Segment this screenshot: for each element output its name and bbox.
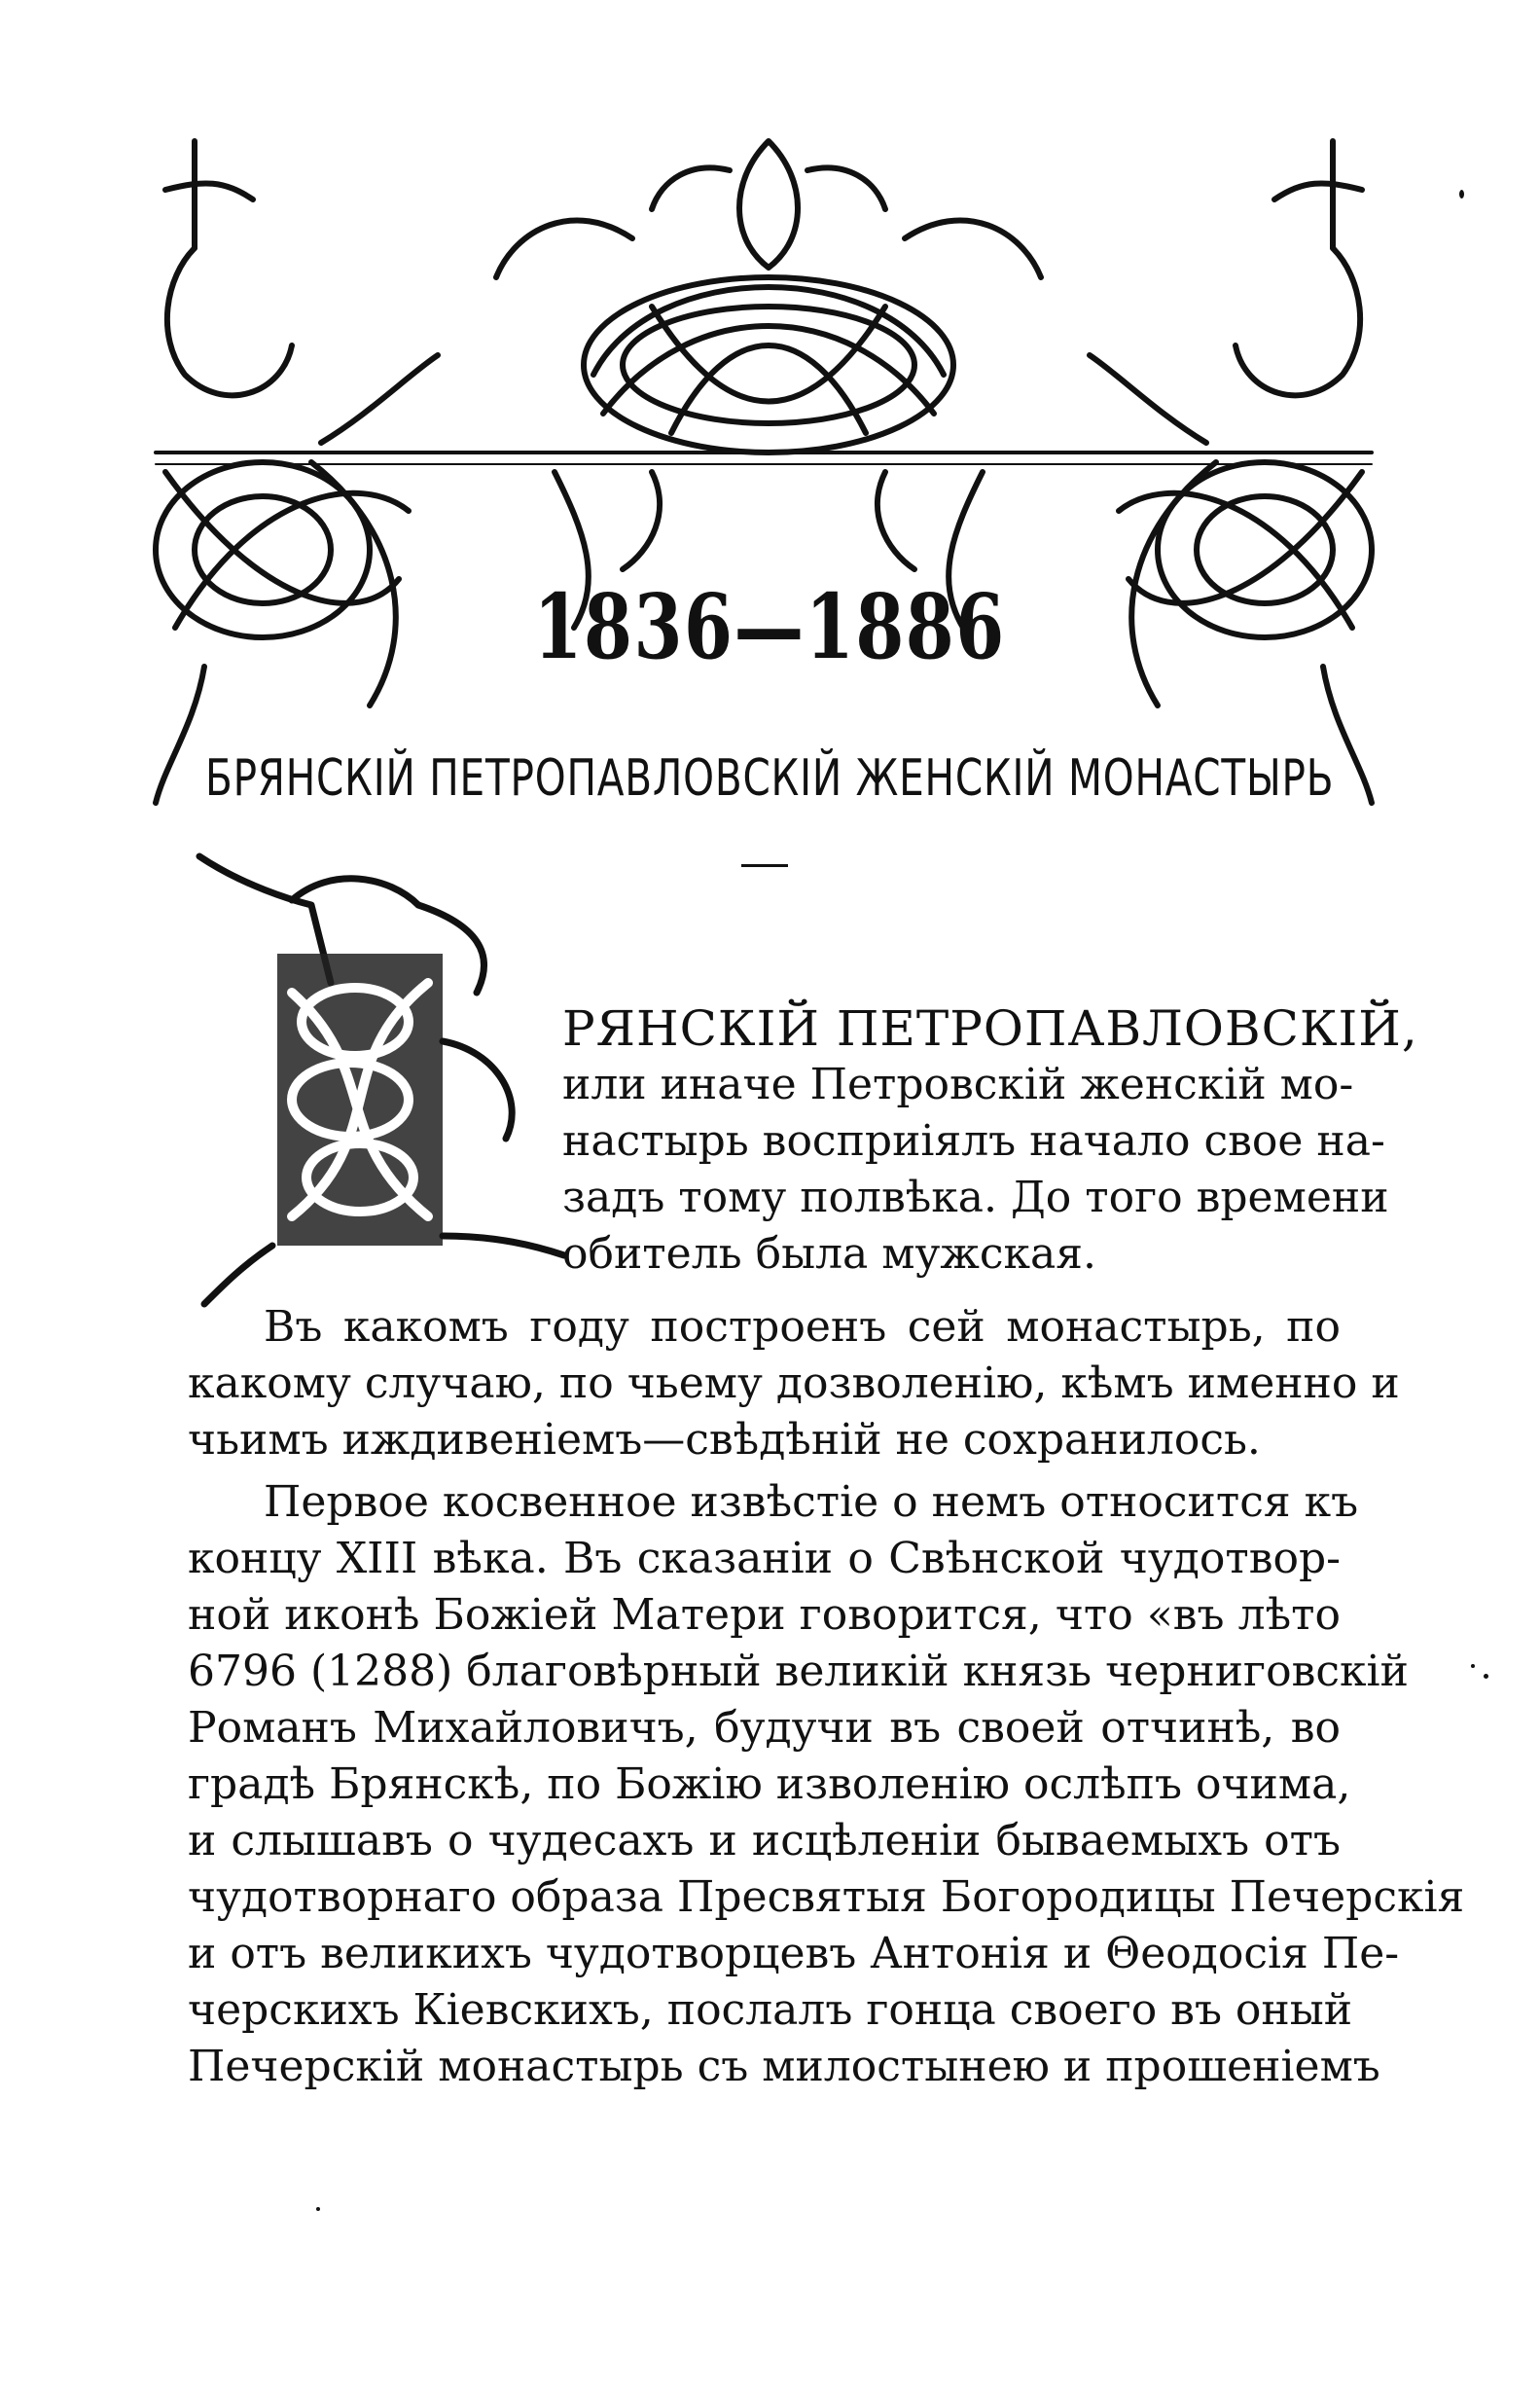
paragraph-origin xyxy=(188,1299,1400,1468)
lead-paragraph xyxy=(562,1000,1418,1283)
paragraph-first-mention xyxy=(188,1474,1465,2095)
scan-speck xyxy=(316,2207,320,2211)
text-line: 6796 (1288) благовѣрный великій князь черниговскій xyxy=(188,1647,1409,1696)
text-line: и отъ великихъ чудотворцевъ Антонія и Θеодосія Пе- xyxy=(188,1929,1400,1978)
text-line: какому случаю, по чьему дозволенію, кѣмъ именно и xyxy=(188,1359,1400,1408)
lead-line: или иначе Петровскій женскій мо- xyxy=(562,1060,1354,1109)
text-line: Печерскій монастырь съ милостынею и прошеніемъ xyxy=(188,2042,1380,2091)
text-line: Въ какомъ году построенъ сей монастырь, по xyxy=(264,1302,1341,1352)
ornamental-initial-icon xyxy=(185,847,574,1309)
scan-speck xyxy=(1484,1674,1488,1679)
text-line: концу XIII вѣка. Въ сказаніи о Свѣнской чудотвор- xyxy=(188,1534,1341,1583)
scan-speck xyxy=(1471,1664,1475,1668)
years-heading: 1836—1886 xyxy=(533,574,1006,679)
text-line: черскихъ Кіевскихъ, послалъ гонца своего въ оный xyxy=(188,1985,1353,2035)
text-line: ной иконѣ Божіей Матери говорится, что «въ лѣто xyxy=(188,1590,1341,1640)
text-line: Первое косвенное извѣстіе о немъ относится къ xyxy=(264,1477,1359,1527)
lead-line: РЯНСКІЙ ПЕТРОПАВЛОВСКІЙ, xyxy=(562,1000,1418,1057)
title-divider xyxy=(741,864,788,867)
text-line: Романъ Михайловичъ, будучи въ своей отчинѣ, во xyxy=(188,1703,1341,1753)
text-line: чудотворнаго образа Пресвятыя Богородицы Печерскія xyxy=(188,1872,1465,1922)
lead-line: настырь восприіялъ начало свое на- xyxy=(562,1116,1385,1166)
lead-line: обитель была мужская. xyxy=(562,1229,1096,1279)
text-line: градѣ Брянскѣ, по Божію изволенію ослѣпъ очима, xyxy=(188,1759,1351,1809)
text-line: чьимъ иждивеніемъ—свѣдѣній не сохранилось. xyxy=(188,1415,1261,1465)
page-title: БРЯНСКІЙ ПЕТРОПАВЛОВСКІЙ ЖЕНСКІЙ МОНАСТЫРЬ xyxy=(204,749,1335,808)
scan-speck xyxy=(1459,190,1464,199)
lead-line: задъ тому полвѣка. До того времени xyxy=(562,1173,1389,1222)
text-line: и слышавъ о чудесахъ и исцѣленіи бываемыхъ отъ xyxy=(188,1816,1341,1866)
